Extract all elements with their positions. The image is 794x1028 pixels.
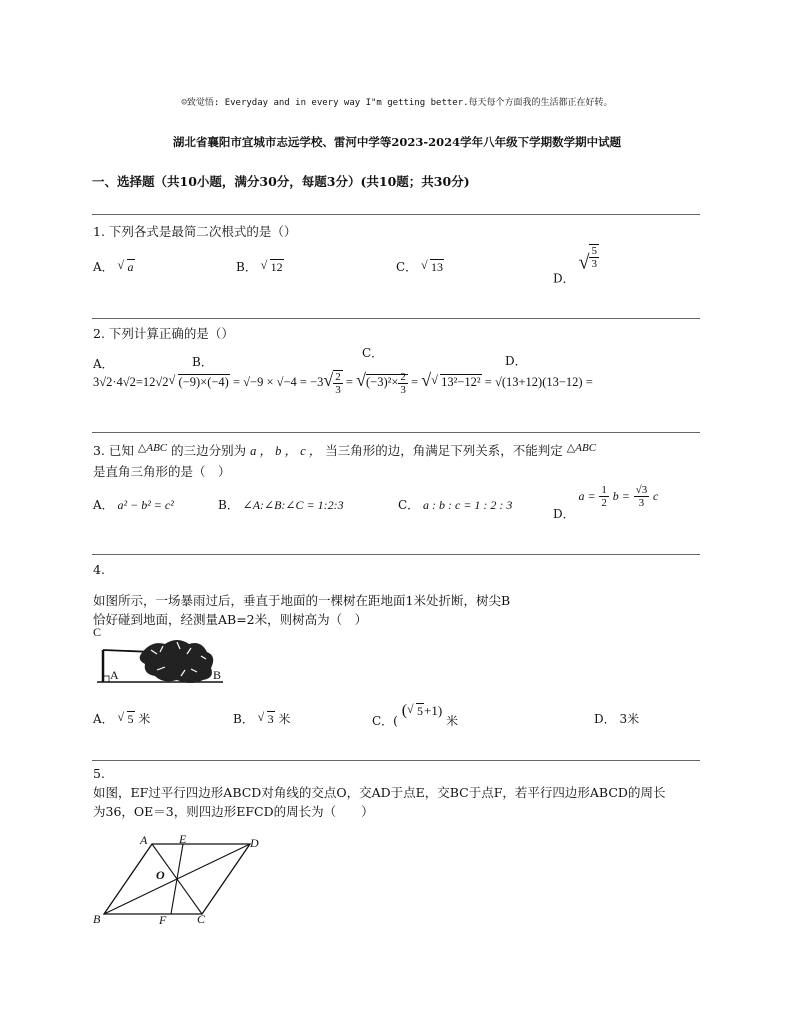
radicand-c xyxy=(365,370,408,396)
unit: 米 xyxy=(138,712,151,726)
paren-open: ( xyxy=(401,702,408,719)
option-letter: C．( xyxy=(372,714,398,728)
option-letter: B． xyxy=(233,712,254,726)
option-letter: D． xyxy=(553,271,575,286)
denominator: 3 xyxy=(638,497,645,509)
label-b: B xyxy=(213,668,222,682)
q4-option-a xyxy=(93,710,150,727)
numerator: 2 xyxy=(400,370,406,383)
q2-letter-c: C． xyxy=(362,346,384,360)
divider xyxy=(92,318,700,319)
q2-letter-d: D． xyxy=(505,354,527,368)
radicand: (−9)×(−4) xyxy=(178,375,229,389)
q4-option-b xyxy=(233,710,291,727)
option-expression: c xyxy=(653,489,659,503)
exam-title: 湖北省襄阳市宜城市志远学校、雷河中学等2023-2024学年八年级下学期数学期中试题 xyxy=(172,135,622,149)
radical-sign: √ xyxy=(323,370,334,390)
divider xyxy=(92,432,700,433)
q2-part-d: = √(13+12)(13−12) = xyxy=(484,375,593,389)
denominator: 2 xyxy=(601,497,607,509)
radical: √ 3 xyxy=(257,710,274,726)
label-b: B xyxy=(93,912,101,926)
divider xyxy=(92,760,700,761)
option-letter: A． xyxy=(93,260,114,274)
option-expression: ∠A:∠B:∠C = 1:2:3 xyxy=(242,498,344,512)
q2-letter-b: B． xyxy=(192,355,213,369)
option-letter: C． xyxy=(396,260,418,274)
equals: = xyxy=(411,375,419,389)
q3-option-d xyxy=(553,484,658,522)
q3-vars: a ， b ， c ， xyxy=(250,444,322,458)
q5-figure xyxy=(90,830,270,930)
q4-line2: 恰好碰到地面，经测量AB=2米，则树高为（ ） xyxy=(93,612,368,627)
numerator: 2 xyxy=(335,371,341,384)
option-expression: a = xyxy=(578,489,596,503)
label-f: F xyxy=(159,913,167,927)
q1-stem: 1. 下列各式是最简二次根式的是（） xyxy=(93,224,297,239)
q3-stem-line2: 是直角三角形的是（ ） xyxy=(93,464,231,479)
label-o: O xyxy=(156,868,165,882)
q4-option-c xyxy=(372,702,458,729)
motto-line: ☺致觉悟: Everyday and in every way I"m getting better.每天每个方面我的生活都正在好转。 xyxy=(181,98,613,108)
q3-stem-b: 的三边分别为 xyxy=(171,443,247,458)
option-letter: B． xyxy=(236,260,257,274)
radical: √ 5 xyxy=(407,702,424,718)
divider xyxy=(92,554,700,555)
radical-sign: √ xyxy=(421,370,432,390)
label-c: C xyxy=(93,625,102,639)
radical: √ 13²−12² xyxy=(431,373,481,389)
q4-number: 4. xyxy=(93,562,105,577)
paren-close: +1) xyxy=(424,703,443,718)
section-heading: 一、选择题（共10小题，满分30分，每题3分）(共10题；共30分) xyxy=(92,174,470,189)
q5-line1: 如图，EF过平行四边形ABCD对角线的交点O，交AD于点E，交BC于点F，若平行四边形ABCD的周长 xyxy=(93,785,666,800)
radical: √ 12 xyxy=(260,258,283,274)
radicand: 13²−12² xyxy=(441,375,481,389)
q5-number: 5. xyxy=(93,766,105,781)
fraction xyxy=(398,371,408,396)
q3-option-a xyxy=(93,496,174,513)
q4-option-d xyxy=(594,710,639,727)
q2-part-a: 3√2·4√2=12√2 xyxy=(93,375,169,389)
fraction xyxy=(634,484,650,509)
option-expression: 3米 xyxy=(619,712,640,726)
numerator: 5 xyxy=(591,245,597,257)
q3-option-c xyxy=(398,496,512,513)
label-a: A xyxy=(140,833,148,847)
q2-stem: 2. 下列计算正确的是（） xyxy=(93,326,234,341)
unit: 米 xyxy=(278,712,291,726)
radicand: 5 xyxy=(127,712,134,726)
denominator: 3 xyxy=(591,258,597,270)
q1-option-a xyxy=(93,258,135,275)
q2-part-b: = √−9 × √−4 = −3 xyxy=(232,375,324,389)
denominator: 3 xyxy=(400,383,406,396)
option-letter: D． xyxy=(594,712,616,726)
fraction xyxy=(599,484,609,509)
label-e: E xyxy=(179,832,187,846)
q2-part-c: (−3)²× xyxy=(365,375,399,389)
option-letter: D． xyxy=(553,507,575,521)
q3-stem-c: 当三角形的边，角满足下列关系，不能判定 xyxy=(325,443,563,458)
q3-stem-a: 3. 已知 xyxy=(93,443,134,458)
label-a: A xyxy=(110,668,119,682)
fraction xyxy=(589,244,599,270)
radical: √ a xyxy=(117,258,134,274)
q1-option-d xyxy=(553,244,599,287)
option-letter: A． xyxy=(93,498,114,512)
option-expression: a² − b² = c² xyxy=(117,498,174,512)
denominator: 3 xyxy=(335,384,341,397)
option-expression: a : b : c = 1 : 2 : 3 xyxy=(423,498,513,512)
q3-stem-line1 xyxy=(93,441,596,459)
radical: √ 5 xyxy=(117,710,134,726)
triangle-abc: △ABC xyxy=(566,442,597,454)
radicand: 13 xyxy=(431,260,444,274)
option-letter: A． xyxy=(93,712,114,726)
triangle-abc: △ABC xyxy=(137,442,168,454)
unit: 米 xyxy=(446,714,459,728)
numerator: 1 xyxy=(601,484,607,496)
q1-option-b xyxy=(236,258,284,275)
q5-line2: 为36，OE＝3，则四边形EFCD的周长为（ ） xyxy=(93,804,374,819)
q1-option-c xyxy=(396,258,444,275)
radical-sign: √ xyxy=(578,251,590,274)
option-expression: b = xyxy=(612,489,630,503)
radical-sign: √ xyxy=(356,370,366,390)
q4-line1: 如图所示，一场暴雨过后，垂直于地面的一棵树在距地面1米处折断，树尖B xyxy=(93,593,511,608)
label-c: C xyxy=(197,912,206,926)
q4-figure xyxy=(93,626,233,688)
numerator: √3 xyxy=(635,484,648,496)
radicand: 5 xyxy=(417,704,424,718)
radicand: 3 xyxy=(267,712,274,726)
radical: √ 13 xyxy=(421,258,444,274)
radical: √ (−9)×(−4) xyxy=(168,373,229,389)
option-letter: C． xyxy=(398,498,420,512)
radicand: 12 xyxy=(270,260,283,274)
equals: = xyxy=(345,375,353,389)
q3-option-b xyxy=(218,496,344,513)
label-d: D xyxy=(250,836,259,850)
divider xyxy=(92,214,700,215)
q2-letter-a: A． xyxy=(93,357,114,371)
q2-expression-row xyxy=(93,370,593,396)
option-letter: B． xyxy=(218,498,239,512)
fraction xyxy=(333,370,343,396)
radicand: a xyxy=(127,260,134,274)
